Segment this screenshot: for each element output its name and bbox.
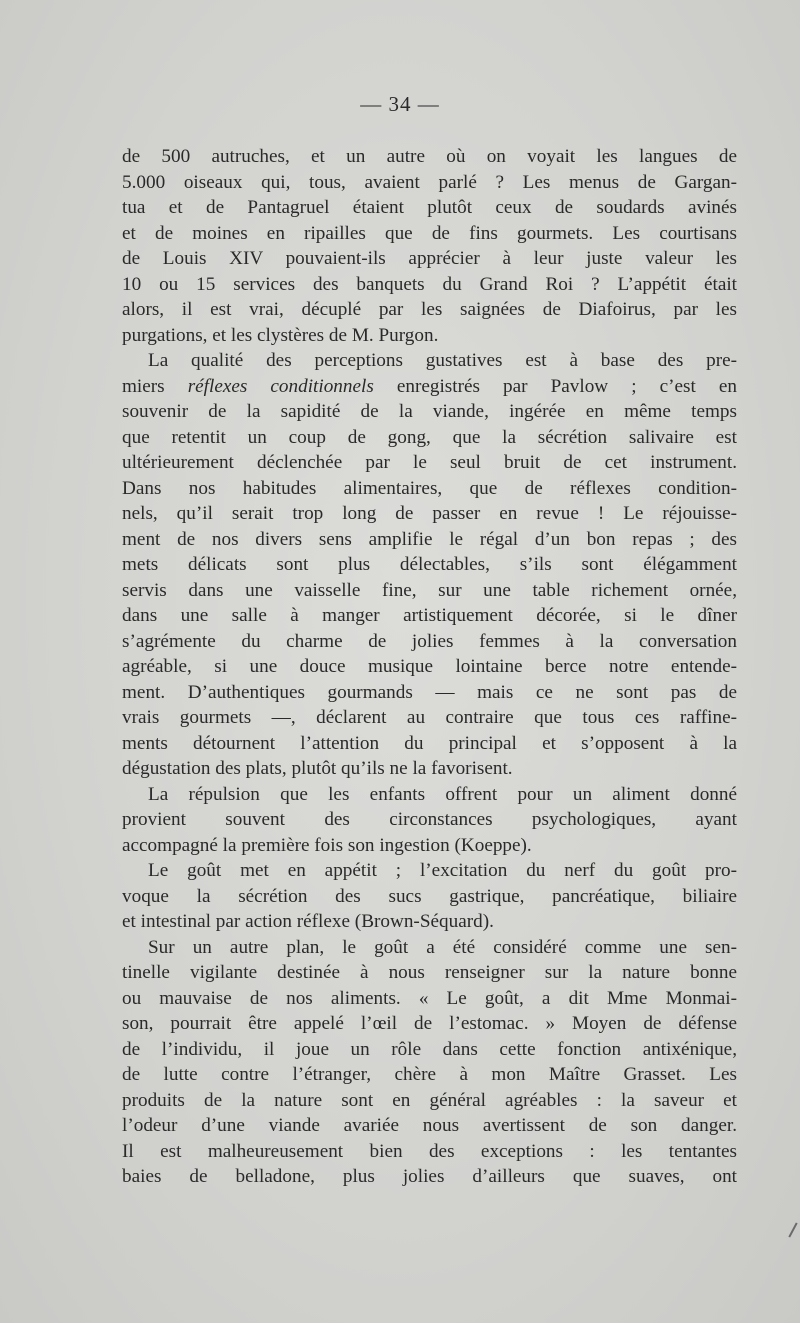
text-line: 10 ou 15 services des banquets du Grand Roi ? L’appétit était: [122, 273, 737, 295]
text-line: servis dans une vaisselle fine, sur une table richement ornée,: [122, 579, 737, 601]
text-line: 5.000 oiseaux qui, tous, avaient parlé ? Les menus de Gargan-: [122, 171, 737, 193]
text-line: provient souvent des circonstances psychologiques, ayant: [122, 809, 737, 830]
text-line: ment de nos divers sens amplifie le régal d’un bon repas ; des: [122, 528, 737, 550]
text-line: [122, 374, 737, 400]
text-line: l’odeur d’une viande avariée nous avertissent de son danger.: [122, 1115, 737, 1136]
text-line: purgations, et les clystères de M. Purgon.: [122, 324, 439, 346]
text-segment: enregistrés par Pavlow ; c’est en: [373, 375, 737, 397]
text-line: de l’individu, il joue un rôle dans cette fonction antixénique,: [122, 1038, 737, 1060]
text-line: ultérieurement déclenchée par le seul bruit de cet instrument.: [122, 452, 737, 473]
page-number: — 34 —: [360, 92, 440, 116]
body-text: [122, 144, 737, 1190]
text-line: souvenir de la sapidité de la viande, ingérée en même temps: [122, 401, 737, 422]
text-line: son, pourrait être appelé l’œil de l’estomac. » Moyen de défense: [122, 1013, 737, 1034]
text-line: voque la sécrétion des sucs gastrique, pancréatique, biliaire: [122, 885, 737, 907]
text-line: ment. D’authentiques gourmands — mais ce ne sont pas de: [122, 681, 737, 703]
text-line: tinelle vigilante destinée à nous renseigner sur la nature bonne: [122, 962, 737, 983]
text-line: accompagné la première fois son ingestion (Koeppe).: [122, 834, 532, 856]
text-segment: miers: [122, 375, 188, 397]
text-line: dans une salle à manger artistiquement décorée, si le dîner: [122, 605, 737, 626]
text-line: Le goût met en appétit ; l’excitation du nerf du goût pro-: [148, 860, 737, 881]
text-line: de Louis XIV pouvaient-ils apprécier à leur juste valeur les: [122, 248, 737, 269]
text-line: et intestinal par action réflexe (Brown-Séquard).: [122, 911, 494, 932]
text-line: alors, il est vrai, décuplé par les saignées de Diafoirus, par les: [122, 299, 737, 320]
text-line: s’agrémente du charme de jolies femmes à la conversation: [122, 630, 737, 652]
text-line: de lutte contre l’étranger, chère à mon Maître Grasset. Les: [122, 1064, 737, 1085]
text-line: mets délicats sont plus délectables, s’ils sont élégamment: [122, 554, 737, 575]
text-line: baies de belladone, plus jolies d’ailleurs que suaves, ont: [122, 1166, 737, 1187]
text-line: que retentit un coup de gong, que la sécrétion salivaire est: [122, 426, 737, 448]
text-line: vrais gourmets —, déclarent au contraire que tous ces raffine-: [122, 707, 737, 728]
text-line: et de moines en ripailles que de fins gourmets. Les courtisans: [122, 222, 737, 244]
text-line: Dans nos habitudes alimentaires, que de réflexes condition-: [122, 477, 737, 499]
text-line: Il est malheureusement bien des exceptions : les tentantes: [122, 1140, 737, 1162]
text-line: de 500 autruches, et un autre où on voyait les langues de: [122, 146, 737, 167]
text-line: Sur un autre plan, le goût a été considéré comme une sen-: [148, 936, 737, 958]
text-line: La répulsion que les enfants offrent pour un aliment donné: [148, 783, 737, 805]
text-line: ments détournent l’attention du principal et s’opposent à la: [122, 732, 737, 754]
text-line: produits de la nature sont en général agréables : la saveur et: [122, 1089, 737, 1111]
italic-term: réflexes conditionnels: [187, 375, 374, 397]
stray-mark: [788, 1222, 797, 1237]
text-line: tua et de Pantagruel étaient plutôt ceux de soudards avinés: [122, 197, 737, 218]
text-line: La qualité des perceptions gustatives est à base des pre-: [148, 350, 737, 371]
text-line: dégustation des plats, plutôt qu’ils ne la favorisent.: [122, 758, 513, 779]
text-line: ou mauvaise de nos aliments. « Le goût, a dit Mme Monmai-: [122, 987, 737, 1009]
text-line: agréable, si une douce musique lointaine berce notre entende-: [122, 656, 737, 677]
text-line: nels, qu’il serait trop long de passer en revue ! Le réjouisse-: [122, 503, 737, 524]
